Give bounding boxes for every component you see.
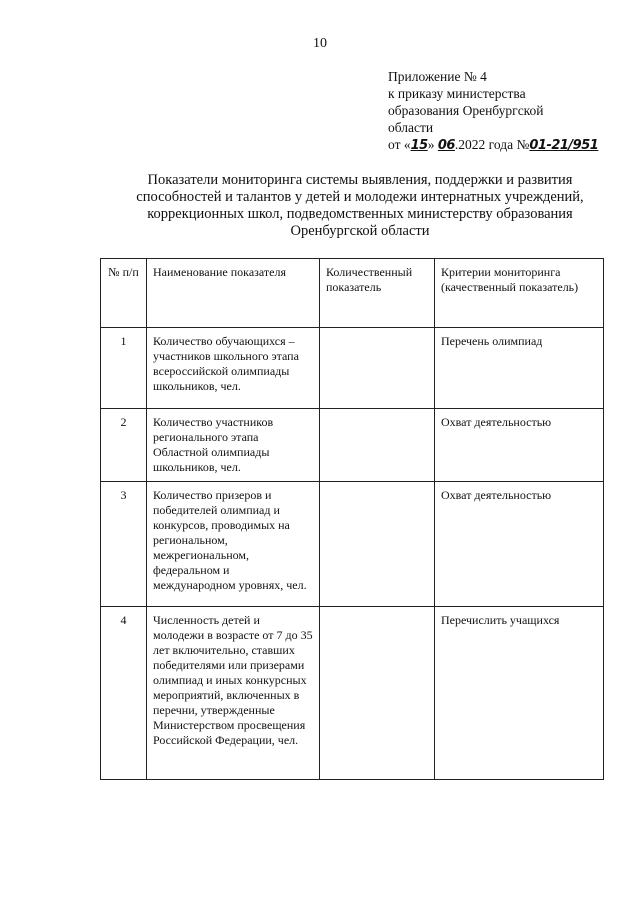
appendix-date-line <box>388 136 618 154</box>
row-num: 4 <box>101 607 147 780</box>
appendix-order-ref: к приказу министерства <box>388 86 526 101</box>
title-line-4: Оренбургской области <box>290 223 430 239</box>
title-line-3: коррекционных школ, подведомственных министерству образования <box>147 206 573 222</box>
row-qty <box>320 482 435 607</box>
appendix-ministry: образования Оренбургской <box>388 103 544 118</box>
row-name: Количество обучающихся – участников школьного этапа всероссийской олимпиады школьников, чел. <box>147 328 320 409</box>
appendix-region: области <box>388 120 434 135</box>
row-criteria: Перечень олимпиад <box>435 328 604 409</box>
table-row <box>101 482 604 607</box>
row-num: 2 <box>101 409 147 482</box>
row-name: Количество участников регионального этапа Областной олимпиады школьников, чел. <box>147 409 320 482</box>
row-name: Численность детей и молодежи в возрасте от 7 до 35 лет включительно, ставших победителями или призерами олимпиад и иных конкурсных мероприятий, включенных в перечни, утвержденные Министерством просвещения Российской Федерации, чел. <box>147 607 320 780</box>
table-row <box>101 409 604 482</box>
row-criteria: Охват деятельностью <box>435 409 604 482</box>
date-prefix: от « <box>388 137 411 152</box>
date-mid: » <box>427 137 438 152</box>
header-criteria: Критерии мониторинга (качественный показатель) <box>435 259 604 328</box>
title-line-2: способностей и талантов у детей и молодежи интернатных учреждений, <box>136 189 584 205</box>
table-row <box>101 328 604 409</box>
date-month: 06 <box>437 138 455 153</box>
header-num: № п/п <box>101 259 147 328</box>
indicators-table <box>100 258 604 780</box>
row-qty <box>320 607 435 780</box>
appendix-header <box>388 68 618 154</box>
date-suffix: .2022 года № <box>454 137 530 152</box>
appendix-title: Приложение № 4 <box>388 69 487 84</box>
row-qty <box>320 409 435 482</box>
date-day: 15 <box>410 138 428 153</box>
table-row <box>101 607 604 780</box>
order-number: 01-21/951 <box>529 138 599 153</box>
row-name: Количество призеров и победителей олимпиад и конкурсов, проводимых на региональном, межрегиональном, федеральном и международном уровнях, чел. <box>147 482 320 607</box>
header-name: Наименование показателя <box>147 259 320 328</box>
row-num: 1 <box>101 328 147 409</box>
row-qty <box>320 328 435 409</box>
row-criteria: Охват деятельностью <box>435 482 604 607</box>
table-header-row <box>101 259 604 328</box>
title-line-1: Показатели мониторинга системы выявления, поддержки и развития <box>147 172 573 188</box>
document-title <box>100 172 620 240</box>
header-qty: Количественный показатель <box>320 259 435 328</box>
page-number: 10 <box>313 36 327 51</box>
row-num: 3 <box>101 482 147 607</box>
row-criteria: Перечислить учащихся <box>435 607 604 780</box>
